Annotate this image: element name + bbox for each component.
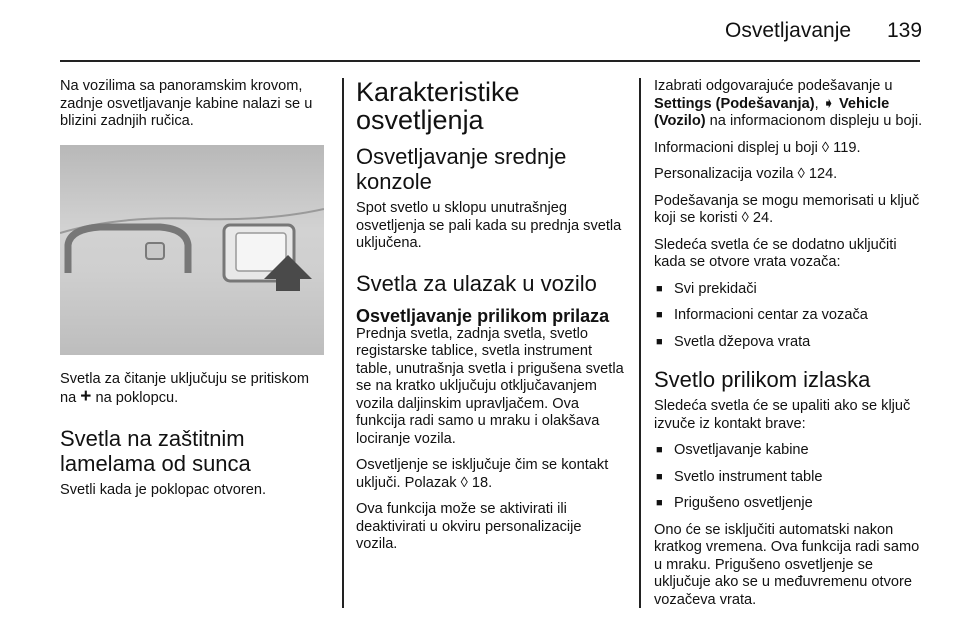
approach-heading: Osvetljavanje prilikom prilaza	[356, 305, 610, 326]
settings-paragraph: Izabrati odgovarajuće podešavanje u Settings (Podešavanja), ➧ Vehicle (Vozilo) na informacionom displeju u boji.	[654, 78, 923, 129]
ignition-paragraph: Osvetljenje se isključuje čim se kontakt uključi. Polazak ◊ 18.	[356, 457, 609, 491]
exit-intro-paragraph: Sledeća svetla će se upaliti ako se ključ izvuče iz kontakt brave:	[654, 398, 911, 432]
display-reference: Informacioni displej u boji ◊ 119.	[654, 139, 861, 156]
list-item: ■ Informacioni centar za vozača	[654, 307, 926, 325]
list-item: ■ Svetlo instrument table	[654, 469, 926, 487]
list-item: ■ Svetla džepova vrata	[654, 334, 926, 352]
column-left	[60, 78, 328, 508]
door-intro-paragraph: Sledeća svetla će se dodatno uključiti kada se otvore vrata vozača:	[654, 236, 897, 270]
reading-light-paragraph: Svetla za čitanje uključuju se pritiskom na + na poklopcu.	[60, 370, 310, 407]
approach-paragraph: Prednja svetla, zadnja svetla, svetlo registarske tablice, svetla instrument table, unutrašnja svetla i prigušena svetla se na kratko uključuju otključavanjem vozila daljinskim upravljačem. Ova funkcija radi samo u mraku i olakšava lociranje vozila.	[356, 325, 624, 447]
entry-heading: Svetla za ulazak u vozilo	[356, 270, 597, 296]
column-right	[654, 78, 926, 618]
list-item: ■ Osvetljavanje kabine	[654, 442, 926, 460]
column-divider	[342, 78, 344, 608]
plus-icon: +	[80, 386, 92, 407]
console-paragraph: Spot svetlo u sklopu unutrašnjeg osvetljenja se pali kada su prednja svetla uključena.	[356, 200, 622, 251]
list-item: ■ Prigušeno osvetljenje	[654, 495, 926, 513]
personalization-paragraph: Ova funkcija može se aktivirati ili deaktivirati u okviru personalizacije vozila.	[356, 501, 582, 552]
intro-paragraph: Na vozilima sa panoramskim krovom, zadnje osvetljavanje kabine nalazi se u blizini zadnjih ručica.	[60, 78, 313, 129]
list-item: ■ Svi prekidači	[654, 281, 926, 299]
sunshade-paragraph: Svetli kada je poklopac otvoren.	[60, 481, 267, 498]
column-middle	[356, 78, 624, 563]
exit-heading: Svetlo prilikom izlaska	[654, 367, 871, 392]
sunshade-heading: Svetla na zaštitnim lamelama od sunca	[60, 425, 251, 476]
personalization-reference: Personalizacija vozila ◊ 124.	[654, 166, 838, 182]
exit-paragraph: Ono će se isključiti automatski nakon kratkog vremena. Ova funkcija radi samo u mraku. Prigušeno osvetljenje se uključuje ako se u međuvremenu otvore vozačeva vrata.	[654, 521, 920, 608]
rear-light-photo	[60, 145, 324, 355]
header-rule	[60, 60, 920, 62]
section-heading: Karakteristike osvetljenja	[356, 77, 520, 135]
header-title: Osvetljavanje	[725, 19, 852, 42]
column-divider	[639, 78, 641, 608]
key-reference: Podešavanja se mogu memorisati u ključ koji se koristi ◊ 24.	[654, 192, 920, 226]
console-heading: Osvetljavanje srednje konzole	[356, 144, 567, 194]
page-number: 139	[887, 19, 923, 42]
